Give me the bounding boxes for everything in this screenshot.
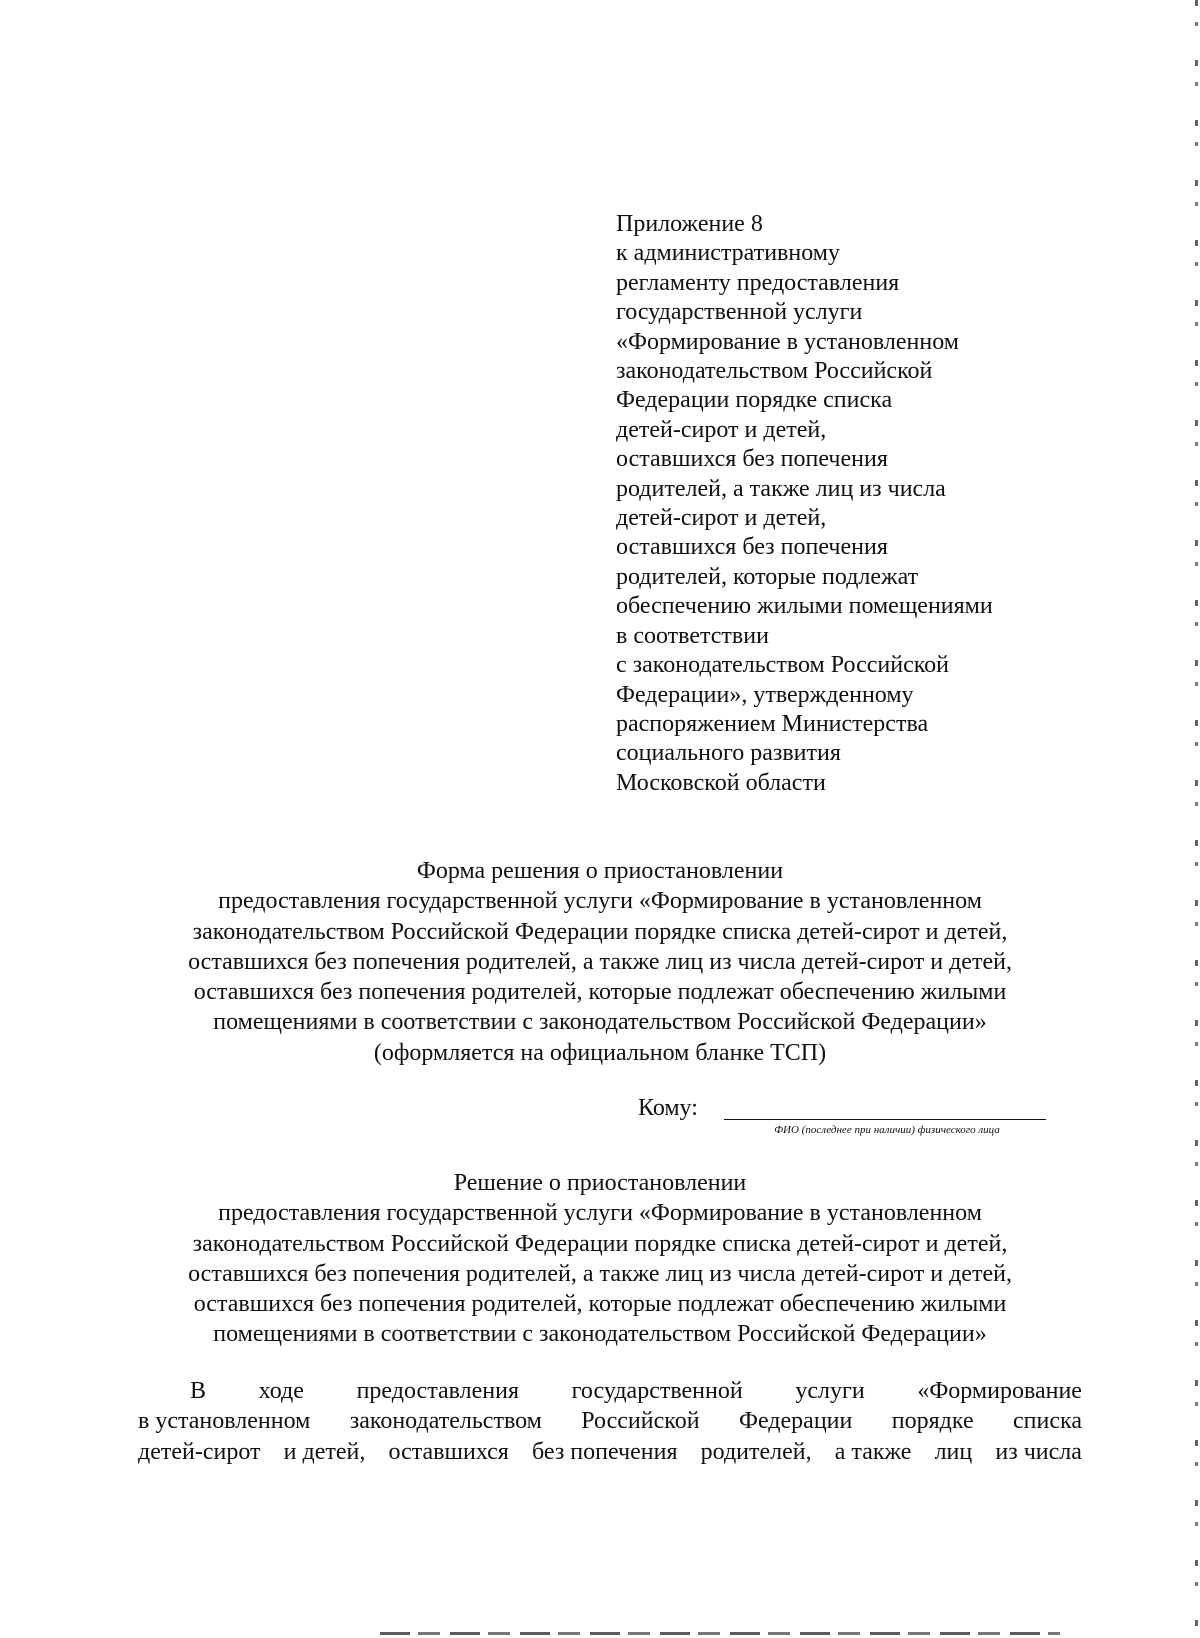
form-title-line: Форма решения о приостановлении xyxy=(416,858,784,884)
recipient-label: Кому: xyxy=(638,1095,698,1121)
decision-title-line: законодательством Российской Федерации порядке списка детей-сирот и детей, xyxy=(192,1230,1008,1257)
body-word: Российской xyxy=(581,1408,700,1435)
form-title-line: оставшихся без попечения родителей, которые подлежат обеспечению жилыми xyxy=(193,979,1007,1006)
appendix-line: регламенту предоставления xyxy=(616,269,900,296)
appendix-line: родителей, а также лиц из числа xyxy=(616,475,946,502)
body-word: без попечения xyxy=(531,1438,678,1465)
body-word: из числа xyxy=(995,1438,1082,1465)
body-word: родителей, xyxy=(700,1438,812,1465)
appendix-line: распоряжением Министерства xyxy=(616,710,929,737)
appendix-line: государственной услуги xyxy=(616,299,863,326)
body-word: списка xyxy=(1013,1408,1082,1435)
decision-title-line: Решение о приостановлении xyxy=(453,1170,747,1196)
body-word: услуги xyxy=(795,1378,865,1404)
appendix-line: социального развития xyxy=(616,740,841,767)
recipient-blank-line xyxy=(724,1119,1046,1120)
appendix-line: детей-сирот и детей, xyxy=(616,416,827,443)
form-title-line: предоставления государственной услуги «Формирование в установленном xyxy=(218,888,982,915)
appendix-line: родителей, которые подлежат xyxy=(616,563,919,590)
body-word: В xyxy=(190,1378,207,1404)
body-word: предоставления xyxy=(356,1378,520,1404)
form-title xyxy=(120,856,1080,1068)
body-line xyxy=(138,1376,1082,1406)
appendix-line: обеспечению жилыми помещениями xyxy=(616,593,993,620)
body-word: государственной xyxy=(571,1378,743,1404)
decision-title xyxy=(120,1168,1080,1350)
body-word: «Формирование xyxy=(917,1378,1082,1404)
body-word: в установленном xyxy=(138,1408,311,1435)
decision-title-line: оставшихся без попечения родителей, а также лиц из числа детей-сирот и детей, xyxy=(188,1260,1012,1287)
body-word: лиц xyxy=(934,1438,973,1465)
appendix-line: «Формирование в установленном xyxy=(616,328,959,355)
decision-title-line: предоставления государственной услуги «Формирование в установленном xyxy=(218,1200,982,1227)
decision-title-line: помещениями в соответствии с законодательством Российской Федерации» xyxy=(213,1321,987,1348)
appendix-line: Федерации», утвержденному xyxy=(616,681,914,708)
appendix-line: оставшихся без попечения xyxy=(616,534,888,561)
body-line xyxy=(138,1437,1082,1467)
scan-bottom-artifact xyxy=(380,1632,1060,1635)
appendix-line: оставшихся без попечения xyxy=(616,446,888,473)
appendix-line: Федерации порядке списка xyxy=(616,387,893,414)
body-paragraph xyxy=(138,1376,1082,1467)
appendix-line: Московской области xyxy=(616,769,826,796)
form-title-note: (оформляется на официальном бланке ТСП) xyxy=(373,1039,827,1066)
body-line xyxy=(138,1406,1082,1436)
recipient-field xyxy=(636,1093,1066,1153)
body-word: детей-сирот xyxy=(138,1438,261,1465)
scan-edge-artifact xyxy=(1195,0,1198,1638)
appendix-line: законодательством Российской xyxy=(616,358,933,385)
recipient-hint: ФИО (последнее при наличии) физического лица xyxy=(774,1124,1000,1136)
form-title-line: оставшихся без попечения родителей, а также лиц из числа детей-сирот и детей, xyxy=(188,948,1012,975)
appendix-line: в соответствии xyxy=(616,622,769,649)
form-title-line: законодательством Российской Федерации порядке списка детей-сирот и детей, xyxy=(192,918,1008,945)
appendix-header xyxy=(616,210,1096,798)
form-title-line: помещениями в соответствии с законодательством Российской Федерации» xyxy=(213,1009,987,1036)
body-word: порядке xyxy=(891,1408,974,1435)
appendix-line: Приложение 8 xyxy=(616,211,763,237)
decision-title-line: оставшихся без попечения родителей, которые подлежат обеспечению жилыми xyxy=(193,1291,1007,1318)
body-word: ходе xyxy=(258,1378,304,1404)
body-word: оставшихся xyxy=(388,1438,509,1465)
body-word: Федерации xyxy=(739,1408,853,1435)
body-word: а также xyxy=(834,1438,912,1465)
body-word: и детей, xyxy=(283,1438,366,1465)
appendix-line: с законодательством Российской xyxy=(616,652,949,679)
appendix-line: детей-сирот и детей, xyxy=(616,505,827,532)
body-word: законодательством xyxy=(349,1408,542,1435)
appendix-line: к административному xyxy=(616,240,840,267)
